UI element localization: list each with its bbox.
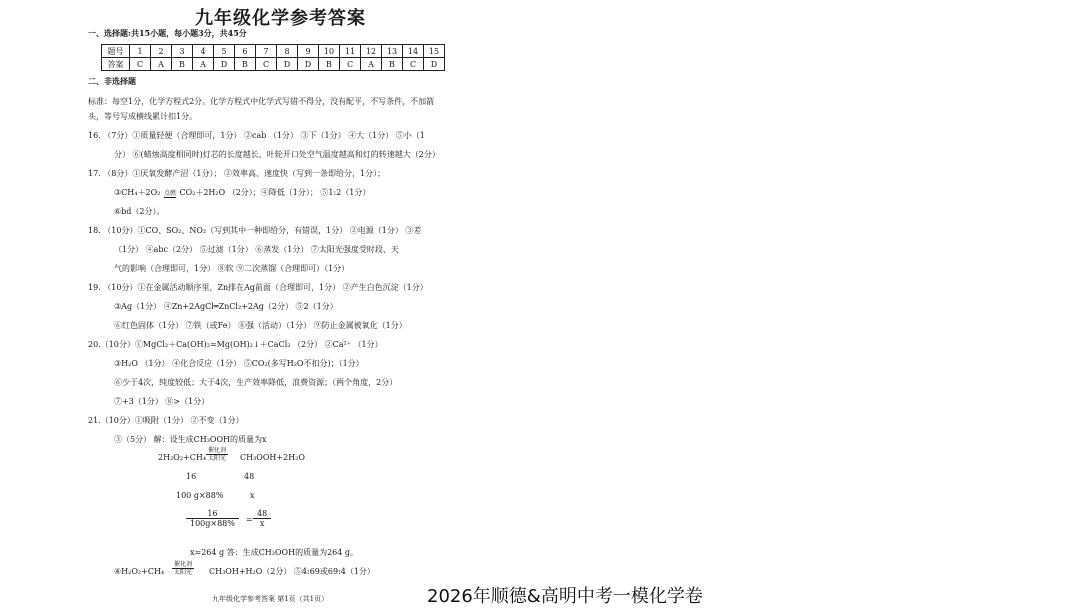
fraction-denominator: x [259, 519, 265, 528]
table-cell: A [151, 58, 172, 71]
q16-line-1: 16. （7分）①质量轻便（合理即可，1分） ②cab （1分） ③下（1分） ④大（1分） ⑤小（1 [88, 131, 425, 140]
fraction-right [253, 509, 271, 528]
unknown-value: x [250, 491, 255, 500]
reaction-condition [206, 447, 228, 462]
q17-line-1: 17. （8分）①厌氧发酵产沼（1分）； ②效率高、速度快（写到一条即给分，1分）； [88, 169, 386, 178]
condition-sunlight: 太阳光 [208, 455, 227, 462]
table-cell: D [277, 58, 298, 71]
table-cell: 14 [403, 45, 424, 58]
q17-equation-left: ③CH₄＋2O₂ [114, 188, 161, 197]
table-cell: 1 [130, 45, 151, 58]
reaction-condition [172, 561, 194, 576]
q17-line-3: ⑥bd（2分）。 [114, 207, 165, 216]
table-cell: B [172, 58, 193, 71]
table-cell: C [340, 58, 361, 71]
table-cell: B [319, 58, 340, 71]
table-cell: 题号 [102, 45, 130, 58]
q21-line-2: ③（5分） 解：设生成CH₃OOH的质量为x [114, 435, 267, 444]
table-cell: B [235, 58, 256, 71]
table-cell: A [361, 58, 382, 71]
q20-line-4: ⑦+3（1分） ⑧>（1分） [114, 397, 210, 406]
table-cell: 9 [298, 45, 319, 58]
answer-table [101, 44, 445, 71]
section-1-heading: 一、选择题:共15小题，每小题3分，共45分 [88, 28, 247, 38]
table-cell: 12 [361, 45, 382, 58]
q20-line-3: ⑥少于4次，纯度较低；大于4次，生产效率降低，浪费资源；（两个角度，2分） [114, 378, 398, 387]
section-2-heading: 二、非选择题 [88, 76, 136, 86]
table-cell: 13 [382, 45, 403, 58]
standard-line-2: 头，等号写成横线累计扣1分。 [88, 112, 198, 121]
table-cell: 4 [193, 45, 214, 58]
table-cell: 3 [172, 45, 193, 58]
table-cell: 6 [235, 45, 256, 58]
fraction-denominator: 100g×88% [190, 519, 235, 528]
equals-sign: = [246, 515, 253, 524]
table-cell: 15 [424, 45, 445, 58]
page-footer: 九年级化学参考答案 第1页（共1页） [212, 595, 329, 603]
molar-mass-1: 16 [186, 472, 197, 481]
q18-line-1: 18. （10分）①CO、SO₂、NO₂（写到其中一种即给分，有错误，1分） ②电源（1分） ③差 [88, 226, 422, 235]
q19-line-1: 19. （10分）①在金属活动顺序里，Zn排在Ag前面（合理即可，1分） ②产生白色沉淀（1分） [88, 283, 428, 292]
given-value: 100 g×88% [176, 491, 224, 500]
q21-result: x=264 g 答：生成CH₃OOH的质量为264 g。 [190, 548, 359, 557]
q20-line-2: ③H₂O （1分） ④化合反应（1分） ⑤CO₂(多写H₂O不扣分)；（1分） [114, 359, 364, 368]
table-cell: 答案 [102, 58, 130, 71]
table-cell: C [130, 58, 151, 71]
q21-equation-left: 2H₂O₂+CH₄ [158, 453, 207, 462]
table-cell: 8 [277, 45, 298, 58]
table-cell: 10 [319, 45, 340, 58]
q19-line-3: ⑥红色固体（1分） ⑦铁（或Fe） ⑧强（活动）（1分） ⑨防止金属被氧化（1分） [114, 321, 407, 330]
q16-line-2: 分） ⑥(蜡烛高度相同时)灯芯的长度越长，叶轮开口处空气温度越高和灯的转速越大（2分） [114, 150, 440, 159]
reaction-condition-label: 点燃 [163, 190, 176, 197]
q18-line-3: 气的影响（合理即可，1分） ⑧软 ⑨二次蒸馏（合理即可）（1分） [114, 264, 350, 273]
table-cell: C [403, 58, 424, 71]
q20-line-1: 20.（10分）①MgCl₂＋Ca(OH)₂=Mg(OH)₂↓＋CaCl₂ （2分） ②Ca²⁺ （1分） [88, 340, 383, 349]
q21-line-1: 21.（10分）①吸附（1分） ②不变（1分） [88, 416, 244, 425]
table-cell: 7 [256, 45, 277, 58]
doc-title: 九年级化学参考答案 [195, 8, 366, 29]
table-row [102, 45, 445, 58]
q19-line-2: ③Ag（1分） ④Zn+2AgCl═ZnCl₂+2Ag（2分） ⑤2（1分） [114, 302, 338, 311]
table-cell: C [256, 58, 277, 71]
table-cell: D [298, 58, 319, 71]
fraction-left [186, 509, 239, 528]
q18-line-2: （1分） ④abc（2分） ⑤过滤（1分） ⑥蒸发（1分） ⑦太阳光强度受时段、天 [114, 245, 399, 254]
table-cell: 2 [151, 45, 172, 58]
table-cell: D [214, 58, 235, 71]
molar-mass-2: 48 [244, 472, 255, 481]
q21-4-equation-left: ④H₂O₂+CH₄ [114, 567, 165, 576]
q21-equation-right: CH₃OOH+2H₂O [240, 453, 305, 462]
reaction-condition [164, 191, 176, 198]
table-cell: A [193, 58, 214, 71]
table-cell: 11 [340, 45, 361, 58]
q17-line-2 [114, 188, 370, 198]
condition-sunlight: 太阳光 [174, 569, 193, 576]
condition-catalyst: 催化剂 [208, 447, 227, 454]
standard-line-1: 标准：每空1分，化学方程式2分。化学方程式中化学式写错不得分，没有配平，不写条件，不加箭 [88, 97, 435, 106]
table-cell: D [424, 58, 445, 71]
q21-4-equation-right: CH₃OH+H₂O（2分） ⑤4:69或69:4（1分） [209, 567, 375, 576]
fraction-numerator: 48 [253, 509, 271, 519]
exam-caption: 2026年顺德&高明中考一模化学卷 [427, 586, 703, 607]
fraction-numerator: 16 [186, 509, 239, 519]
table-row [102, 58, 445, 71]
table-cell: B [382, 58, 403, 71]
condition-catalyst: 催化剂 [174, 561, 193, 568]
q17-equation-right: CO₂＋2H₂O （2分）；④降低（1分）； ⑤1:2（1分） [179, 188, 371, 197]
table-cell: 5 [214, 45, 235, 58]
